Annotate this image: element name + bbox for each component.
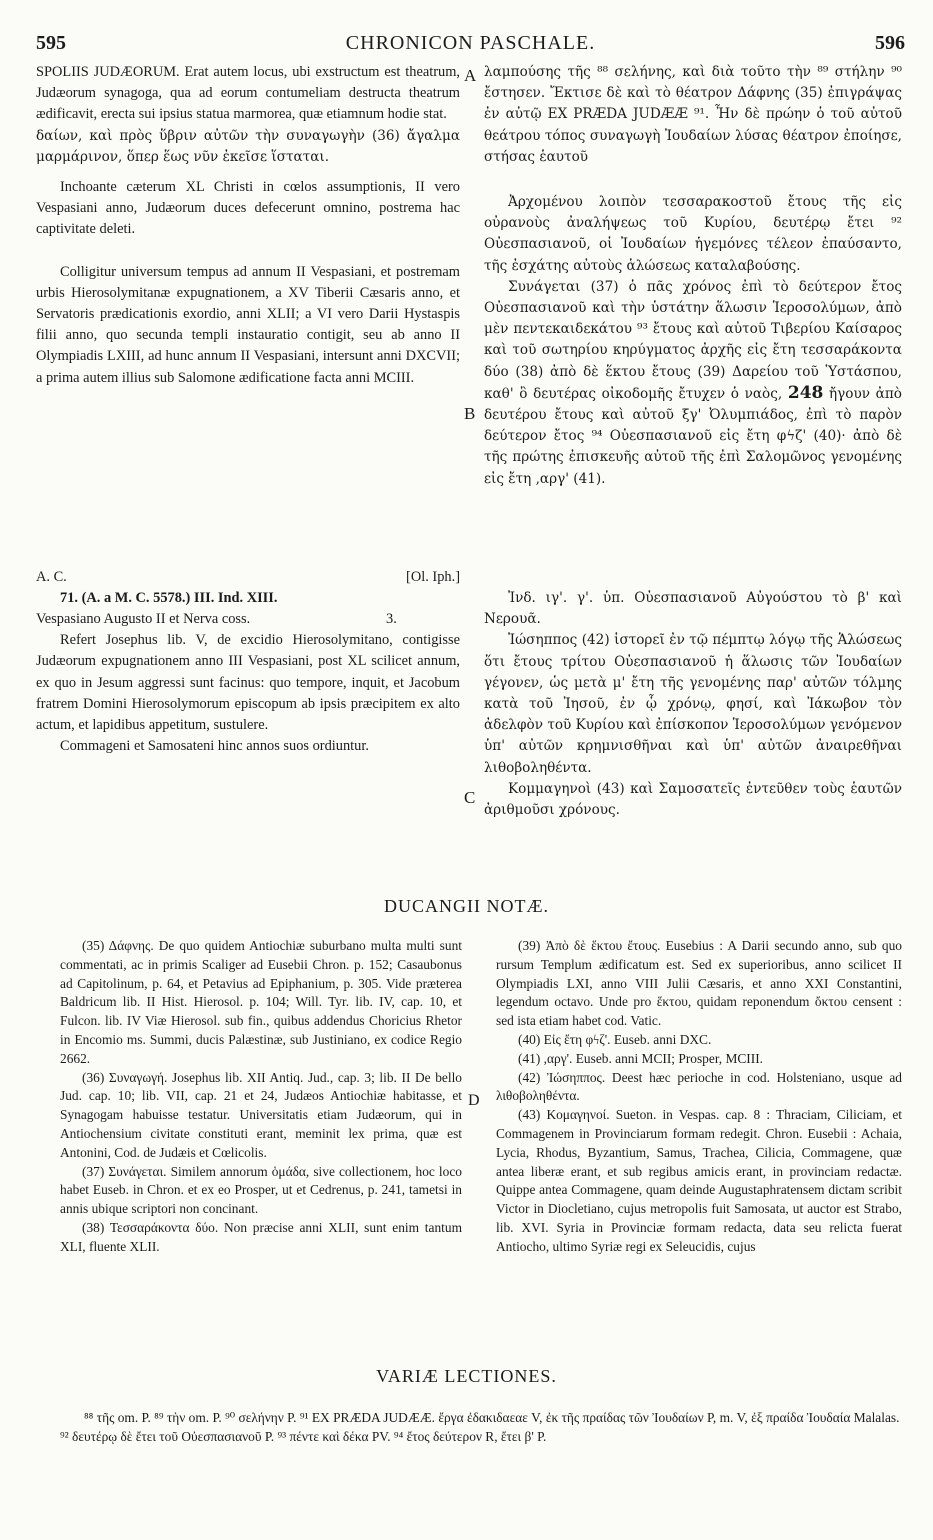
variae-text: ⁸⁸ τῆς om. P. ⁸⁹ τὴν om. P. ⁹⁰ σελήνην P. ⁹¹ EX PRÆDA JUDÆÆ. ἔργα ἐδακιδαεαε V, ἐκ τῆς πραίδας τῶν Ἰουδαίων P, m. V, ἐξ πραίδα Ἰουδαία Malalas. ⁹² δευτέρῳ δὲ ἔτει τοῦ Οὐεσπασιανοῦ P. ⁹³ πέντε καὶ δέκα PV. ⁹⁴ ἔτος δεύτερον R, ἔτει β' P. <box>60 1410 900 1444</box>
margin-letter-d: D <box>468 1092 480 1109</box>
greek-paragraph-5: Κομμαγηνοὶ (43) καὶ Σαμοσατεῖς ἐντεῦθεν τοὺς ἑαυτῶν ἀριθμοῦσι χρόνους. <box>484 780 902 819</box>
latin-paragraph-4: Refert Josephus lib. V, de excidio Hierosolymitano, contigisse Judæorum expugnationem anno III Vespasiani, post XL scilicet annum, ex quo in Jesum aggressi sunt facinus: quo tempore, inquit, et Jacobum fratrem Domini Hierosolymorum episcopum ab ipsis præcipitem ex alto actum, et lapidibus appetitum, sustulere. <box>36 632 460 734</box>
greek-paragraph-1: λαμπούσης τῆς ⁸⁸ σελήνης, καὶ διὰ τοῦτο τὴν ⁸⁹ στήλην ⁹⁰ ἔστησεν. Ἔκτισε δὲ καὶ τὸ θέατρον Δάφνης (35) ἐπιγράψας ἐν αὐτῷ EX PRÆDA JUDÆÆ ⁹¹. Ἦν δὲ πρώην ὁ τοῦ αὐτοῦ θεάτρου τόπος συναγωγὴ Ἰουδαίων λύσας θέατρον ἐποίησε, στήσας ἑαυτοῦ <box>484 64 902 165</box>
greek-paragraph-2: Ἀρχομένου λοιπὸν τεσσαρακοστοῦ ἔτους τῆς εἰς οὐρανοὺς ἀναλήψεως τοῦ Κυρίου, δευτέρῳ ἔτει ⁹² Οὐεσπασιανοῦ, οἱ Ἰουδαίων ἡγεμόνες τέλεον ἐπαύσαντο, τῆς ἐσχάτης αὐτοὺς ἁλώσεως καταλαβούσης. <box>484 194 902 274</box>
note-43: (43) Κομαγηνοί. Sueton. in Vespas. cap. 8 : Thraciam, Ciliciam, et Commagenem in Provinciarum formam redegit. Chron. Eusebii : Achaia, Lycia, Rhodus, Byzantium, Samus, Trachea, Cilicia, Commagene, quæ antea liberæ erant, et sub regibus amicis erant, in provinciam redactæ. Quippe antea Commagene, quam deinde Augustaphratensem dictam scribit Victor in Diocletiano, cujus metropolis fuit Samosata, ut auctor est Strabo, lib. XVI. Syria in Provinciæ formam redacta, data seu relicta fuerat Antiocho, ultimo Syriæ regi ex Seleucidis, cujus <box>496 1107 902 1254</box>
greek-paragraph-4: Ἰώσηππος (42) ἱστορεῖ ἐν τῷ πέμπτῳ λόγῳ τῆς Ἁλώσεως ὅτι ἔτους τρίτου Οὐεσπασιανοῦ ἡ ἅλωσις τῶν Ἰουδαίων γέγονεν, ὡς μετὰ μ' ἔτη τῆς γενομένης παρ' αὐτῶν τόλμης κατὰ τοῦ Ἰησοῦ, ἐν ᾧ χρόνῳ, φησί, καὶ Ἰάκωβον τὸν ἀδελφὸν τοῦ Κυρίου καὶ ἐπίσκοπον Ἱεροσολύμων γενόμενον ὑπ' αὐτῶν κρημνισθῆναι καὶ ὑπ' αὐτῶν ἀναιρεθῆναι λιθοβοληθέντα. <box>484 632 902 776</box>
note-40: (40) Εἰς ἔτη φϟζ'. Euseb. anni DXC. <box>518 1031 712 1047</box>
greek-paragraph-3 <box>484 277 902 490</box>
olympiad-label: [Ol. Iph.] <box>406 569 460 585</box>
note-42: (42) Ἰώσηππος. Deest hæc perioche in cod. Holsteniano, usque ad λιθοβοληθέντα. <box>496 1069 902 1104</box>
latin-paragraph-5: Commageni et Samosateni hinc annos suos ordiuntur. <box>60 738 369 755</box>
latin-paragraph-2: Inchoante cæterum XL Christi in cœlos assumptionis, II vero Vespasiani anno, Judæorum duces defecerunt omnino, postrema hac captivitate deleti. <box>36 179 460 238</box>
column-number: 248 <box>787 382 824 403</box>
margin-letter-c: C <box>464 788 476 807</box>
indiction-line: Ἰνδ. ιγ'. γ'. ὑπ. Οὐεσπασιανοῦ Αὐγούστου τὸ β' καὶ Νερουᾶ. <box>484 590 902 628</box>
notes-title: DUCANGII NOTÆ. <box>384 896 549 916</box>
variae-title: VARIÆ LECTIONES. <box>376 1366 557 1386</box>
greek-column-lower <box>484 588 902 821</box>
note-38: (38) Τεσσαράκοντα δύο. Non præcise anni XLII, sunt enim tantum XLI, fluente XLII. <box>60 1219 462 1254</box>
greek-column <box>484 62 902 490</box>
year-line: 71. (A. a M. C. 5578.) III. Ind. XIII. <box>60 590 278 606</box>
era-heading <box>36 567 460 588</box>
page-header <box>36 32 905 58</box>
consuls-number: 3. <box>386 611 397 628</box>
note-35: (35) Δάφνης. De quo quidem Antiochiæ suburbano multa multi sunt commentati, ac in primis Scaliger ad Eusebii Chron. p. 152; Casaubonus ad Capitolinum, p. 64, et Petavius ad Epiphanium, p. 305. Vide præterea Baldricum lib. II Hist. Hierosol. p. 104; Will. Tyr. lib. IV, cap. 10, et Fulcon. lib. IV Viæ Hierosol. sub fin., quibus addendus Choricius Rhetor in Encomio ms. Summi, ducis Palæstinæ, sub Justiniano, ex codice Regio 2662. <box>60 938 462 1066</box>
latin-column <box>36 62 460 389</box>
note-39: (39) Ἀπὸ δὲ ἕκτου ἔτους. Eusebius : A Darii secundo anno, sub quo rursum Templum ædificatum est. Sed ex superioribus, anno scilicet II Olympiadis LXI, anno VIII Julii Cæsaris, et anno XXI Constantini, legendum octavo. Unde pro ἕκτου, quidam reponendum ὄκτου censent : sed ista etiam habet cod. Vatic. <box>496 938 902 1029</box>
page-number-right: 596 <box>875 32 905 54</box>
note-37: (37) Συνάγεται. Similem annorum ὁμάδα, sive collectionem, hoc loco habet Euseb. in Chron. et ex eo Prosper, ut et Cedrenus, p. 241, tametsi in annis ubique scriptori non concinant. <box>60 1163 462 1217</box>
note-36: (36) Συναγωγή. Josephus lib. XII Antiq. Jud., cap. 3; lib. II De bello Jud. cap. 10; lib. VII, cap. 21 et 24, Judæos Antiochiæ habitasse, et Synagogam habuisse testatur. Universitatis etiam Judæorum, qui in Antiochensium civitate constituti erant, meminit lex prima, quæ est Antonini, Cod. de Judæis et Cœlicolis. <box>60 1069 462 1160</box>
running-title: CHRONICON PASCHALE. <box>345 32 596 54</box>
greek-paragraph-3-text: Συνάγεται (37) ὁ πᾶς χρόνος ἐπὶ τὸ δεύτερον ἔτος Οὐεσπασιανοῦ καὶ τὴν ὑστάτην ἅλωσιν Ἱεροσολύμων, ἀπὸ μὲν πεντεκαιδεκάτου ⁹³ ἔτους καὶ αὐτοῦ Τιβερίου Καίσαρος καὶ τοῦ σωτηρίου κηρύγματος ἀρχῆς εἰς ἔτη τεσσαράκοντα δύο (38) ἀπὸ δὲ ἕκτου ἔτους (39) Δαρείου τοῦ Ὑστάσπου, καθ' ὃ δευτέρας οἰκοδομῆς ἔτυχεν ὁ ναὸς, <box>484 278 902 402</box>
margin-letter-a: A <box>464 66 477 85</box>
notes-right-column <box>496 937 902 1257</box>
latin-paragraph-1-greek: δαίων, καὶ πρὸς ὕβριν αὐτῶν τὴν συναγωγὴν (36) ἄγαλμα μαρμάρινον, ὅπερ ἕως νῦν ἐκεῖσε ἵσταται. <box>36 127 460 165</box>
consuls-line <box>36 609 460 630</box>
latin-column-lower <box>36 567 460 757</box>
margin-letter-b: B <box>464 404 476 423</box>
note-41: (41) ,αργ'. Euseb. anni MCII; Prosper, MCIII. <box>518 1050 764 1066</box>
era-label: A. C. <box>36 569 67 585</box>
variae-block <box>60 1408 910 1446</box>
latin-paragraph-1: SPOLIIS JUDÆORUM. Erat autem locus, ubi exstructum est theatrum, Judæorum synagoga, qua ad eorum contumeliam destructa theatrum ædificavit, erecta sui ipsius statua marmorea, quæ etiamnum hodie stat. <box>36 64 460 123</box>
greek-paragraph-3-cont: ἤγουν ἀπὸ δευτέρου ἔτους καὶ αὐτοῦ ξγ' Ὀλυμπιάδος, ἐπὶ τὸ παρὸν δεύτερον ἔτος ⁹⁴ Οὐεσπασιανοῦ εἰς ἔτη φϟζ' (40)· ἀπὸ δὲ τῆς πρώτης ἐπισκευῆς αὐτοῦ τῆς ἐπὶ Σαλομῶνος γενομένης εἰς ἔτη ,αργ' (41). <box>484 385 902 487</box>
latin-paragraph-3: Colligitur universum tempus ad annum II Vespasiani, et postremam urbis Hierosolymitanæ expugnationem, a XV Tiberii Cæsaris anno, et Servatoris prædicationis exordio, anni XLII; a VI vero Darii Hystaspis filii anno, quo secunda templi instauratio contigit, seu ab anno II Olympiadis LXIII, ad hunc annum II Vespasiani, intersunt anni DXCVII; a prima autem illius sub Salomone ædificatione facta anni MCIII. <box>36 263 460 386</box>
page-number-left: 595 <box>36 32 66 54</box>
notes-left-column <box>60 937 462 1257</box>
consuls-text: Vespasiano Augusto II et Nerva coss. <box>36 611 251 628</box>
